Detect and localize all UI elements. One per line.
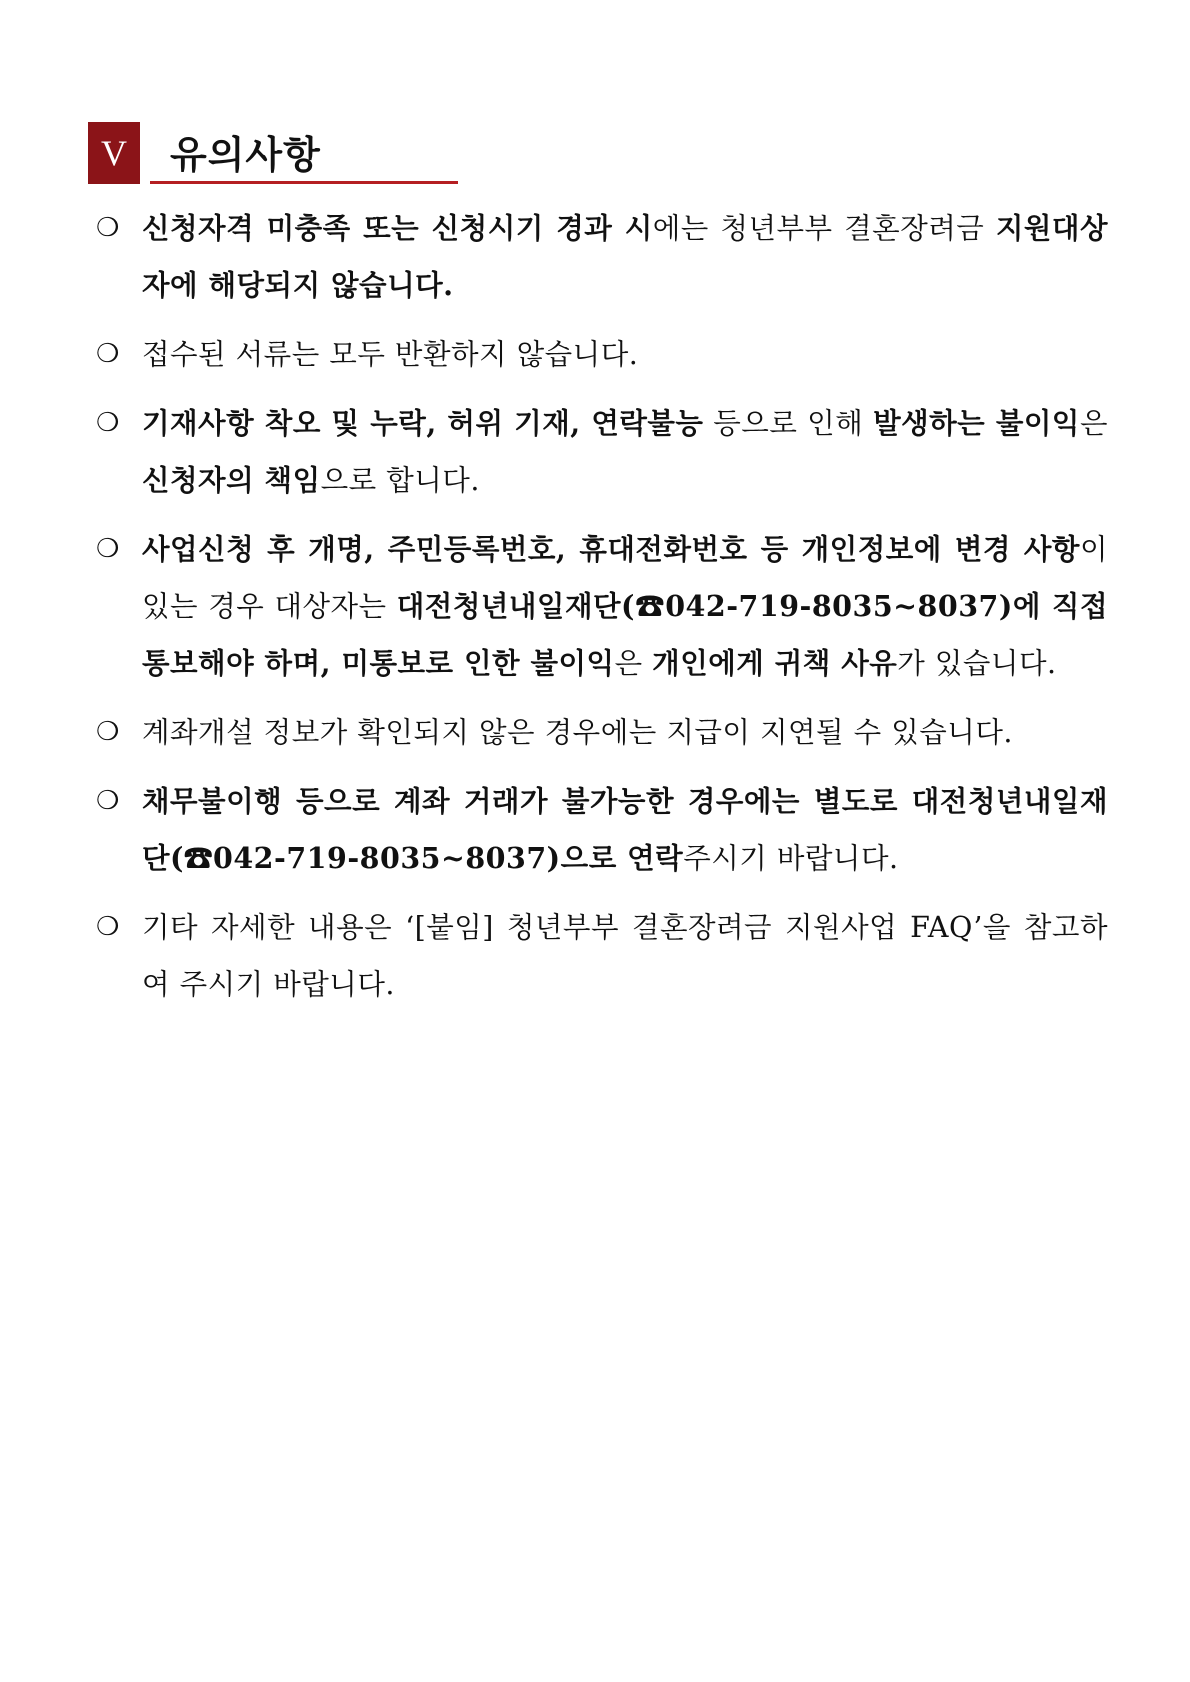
bullet-icon: ❍ — [96, 717, 120, 747]
note-text-bold: 채무불이행 등으로 계좌 거래가 불가능한 경우에는 별도로 대전청년내일재단(☎042-719-8035~8037)으로 연락 — [142, 784, 1108, 875]
section-number-badge: V — [88, 122, 140, 184]
note-text-bold: 사업신청 후 개명, 주민등록번호, 휴대전화번호 등 개인정보에 변경 사항 — [142, 532, 1080, 566]
note-item — [96, 200, 1108, 314]
note-text: 접수된 서류는 모두 반환하지 않습니다. — [142, 338, 639, 371]
title-underline — [150, 181, 458, 184]
note-text: 에는 청년부부 결혼장려금 — [652, 212, 996, 245]
note-text: 가 있습니다. — [897, 647, 1057, 680]
note-text: 계좌개설 정보가 확인되지 않은 경우에는 지급이 지연될 수 있습니다. — [142, 716, 1013, 749]
note-text-bold: 대전청년내일재단(☎042-719-8035~8037)에 직접 통보해야 하며, 미통보로 인한 불이익 — [142, 589, 1108, 680]
note-text: 주시기 바랍니다. — [683, 842, 899, 875]
bullet-icon: ❍ — [96, 339, 120, 369]
note-text: 이 있는 경우 대상자는 — [142, 533, 1108, 623]
note-text-bold: 발생하는 불이익 — [873, 406, 1080, 440]
note-item — [96, 395, 1108, 509]
note-text-bold: 기재사항 착오 및 누락, 허위 기재, 연락불능 — [142, 406, 704, 440]
note-item — [96, 704, 1108, 761]
bullet-icon: ❍ — [96, 213, 120, 243]
note-text: 등으로 인해 — [703, 407, 874, 440]
note-item — [96, 521, 1108, 692]
bullet-icon: ❍ — [96, 534, 120, 564]
note-item — [96, 773, 1108, 887]
note-text: 은 — [614, 647, 653, 680]
bullet-icon: ❍ — [96, 786, 120, 816]
notes-list — [96, 200, 1108, 1025]
note-text: 으로 합니다. — [320, 464, 480, 497]
note-text: 기타 자세한 내용은 ‘[붙임] 청년부부 결혼장려금 지원사업 FAQ’을 참고하여 주시기 바랍니다. — [142, 911, 1108, 1001]
note-text-bold: 지원대상자에 해당되지 않습니다. — [142, 211, 1108, 302]
note-text-bold: 개인에게 귀책 사유 — [652, 646, 898, 680]
note-item — [96, 899, 1108, 1013]
section-header — [88, 122, 368, 184]
note-text-bold: 신청자의 책임 — [142, 463, 321, 497]
note-item — [96, 326, 1108, 383]
bullet-icon: ❍ — [96, 408, 120, 438]
bullet-icon: ❍ — [96, 912, 120, 942]
note-text: 은 — [1079, 407, 1108, 440]
note-text-bold: 신청자격 미충족 또는 신청시기 경과 시 — [142, 211, 653, 245]
section-title: 유의사항 — [170, 133, 321, 177]
